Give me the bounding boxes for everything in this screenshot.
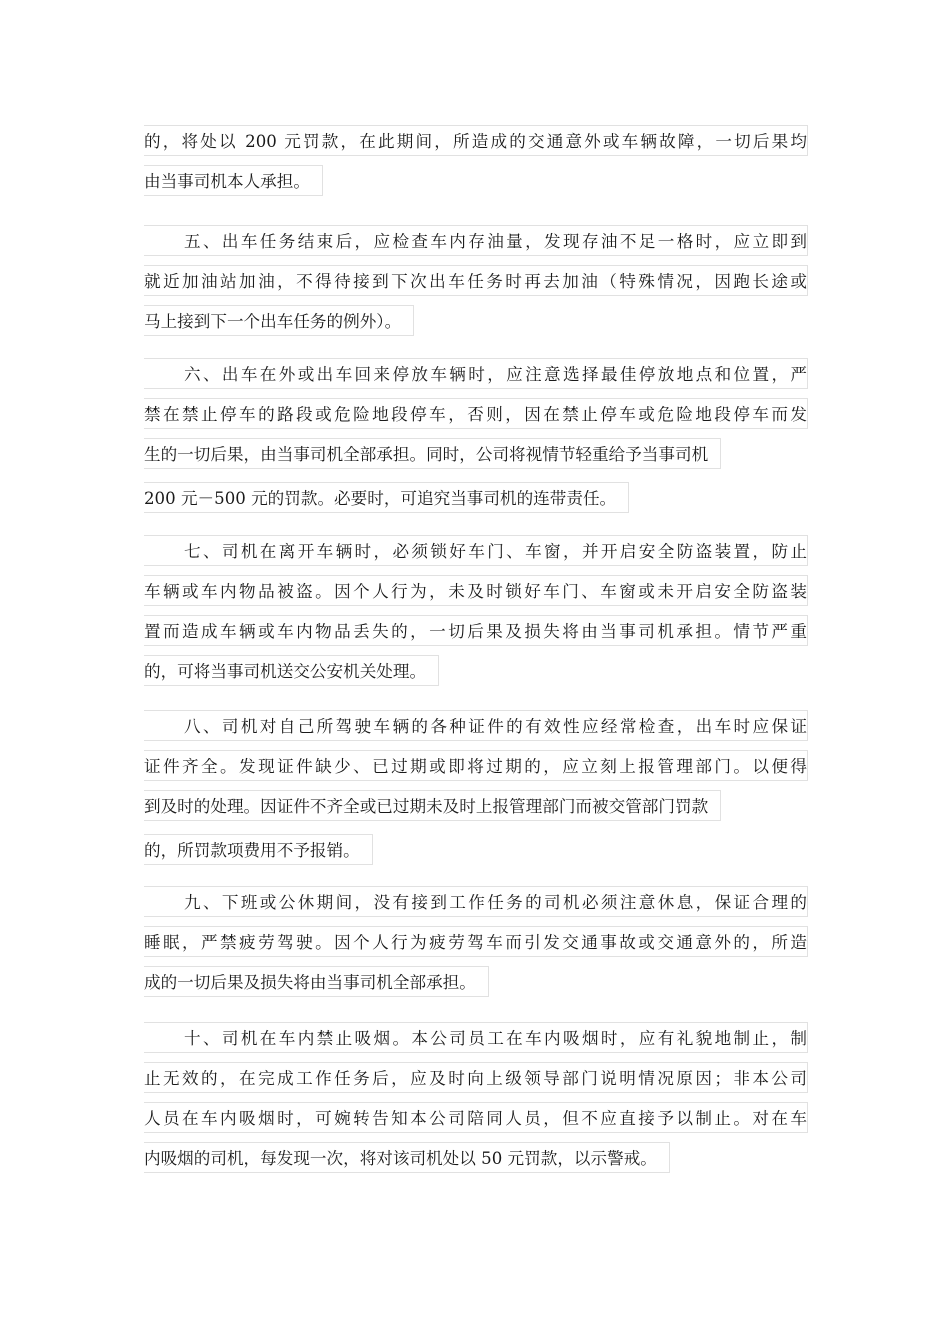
paragraph-rule-9 <box>144 886 808 1010</box>
paragraph-rule-5 <box>144 225 808 349</box>
text-line: 睡眠，严禁疲劳驾驶。因个人行为疲劳驾车而引发交通事故或交通意外的，所造 <box>144 926 808 957</box>
text-line: 止无效的，在完成工作任务后，应及时向上级领导部门说明情况原因；非本公司 <box>144 1062 808 1093</box>
text-line: 置而造成车辆或车内物品丢失的，一切后果及损失将由当事司机承担。情节严重 <box>144 615 808 646</box>
text-line: 到及时的处理。因证件不齐全或已过期未及时上报管理部门而被交管部门罚款 <box>144 790 721 821</box>
paragraph-rule-10 <box>144 1022 808 1186</box>
text-line: 人员在车内吸烟时，可婉转告知本公司陪同人员，但不应直接予以制止。对在车 <box>144 1102 808 1133</box>
text-line: 车辆或车内物品被盗。因个人行为，未及时锁好车门、车窗或未开启安全防盗装 <box>144 575 808 606</box>
paragraph-rule-6 <box>144 358 808 526</box>
text-line: 200 元－500 元的罚款。必要时，可追究当事司机的连带责任。 <box>144 482 629 513</box>
text-line: 就近加油站加油，不得待接到下次出车任务时再去加油（特殊情况，因跑长途或 <box>144 265 808 296</box>
text-line: 内吸烟的司机，每发现一次，将对该司机处以 50 元罚款，以示警戒。 <box>144 1142 670 1173</box>
text-line: 证件齐全。发现证件缺少、已过期或即将过期的，应立刻上报管理部门。以便得 <box>144 750 808 781</box>
text-line: 由当事司机本人承担。 <box>144 165 323 196</box>
text-line: 七、司机在离开车辆时，必须锁好车门、车窗，并开启安全防盗装置，防止 <box>144 535 808 566</box>
text-line: 成的一切后果及损失将由当事司机全部承担。 <box>144 966 489 997</box>
text-line: 马上接到下一个出车任务的例外）。 <box>144 305 414 336</box>
text-line: 的，可将当事司机送交公安机关处理。 <box>144 655 439 686</box>
text-line: 五、出车任务结束后，应检查车内存油量，发现存油不足一格时，应立即到 <box>144 225 808 256</box>
text-line: 九、下班或公休期间，没有接到工作任务的司机必须注意休息，保证合理的 <box>144 886 808 917</box>
paragraph-rule-7 <box>144 535 808 699</box>
paragraph-continuation <box>144 125 808 209</box>
text-line: 八、司机对自己所驾驶车辆的各种证件的有效性应经常检查，出车时应保证 <box>144 710 808 741</box>
text-line: 六、出车在外或出车回来停放车辆时，应注意选择最佳停放地点和位置，严 <box>144 358 808 389</box>
text-line: 的，将处以 200 元罚款，在此期间，所造成的交通意外或车辆故障，一切后果均 <box>144 125 808 156</box>
text-line: 禁在禁止停车的路段或危险地段停车，否则，因在禁止停车或危险地段停车而发 <box>144 398 808 429</box>
text-line: 生的一切后果，由当事司机全部承担。同时，公司将视情节轻重给予当事司机 <box>144 438 721 469</box>
text-line: 的，所罚款项费用不予报销。 <box>144 834 373 865</box>
paragraph-rule-8 <box>144 710 808 878</box>
text-line: 十、司机在车内禁止吸烟。本公司员工在车内吸烟时，应有礼貌地制止，制 <box>144 1022 808 1053</box>
